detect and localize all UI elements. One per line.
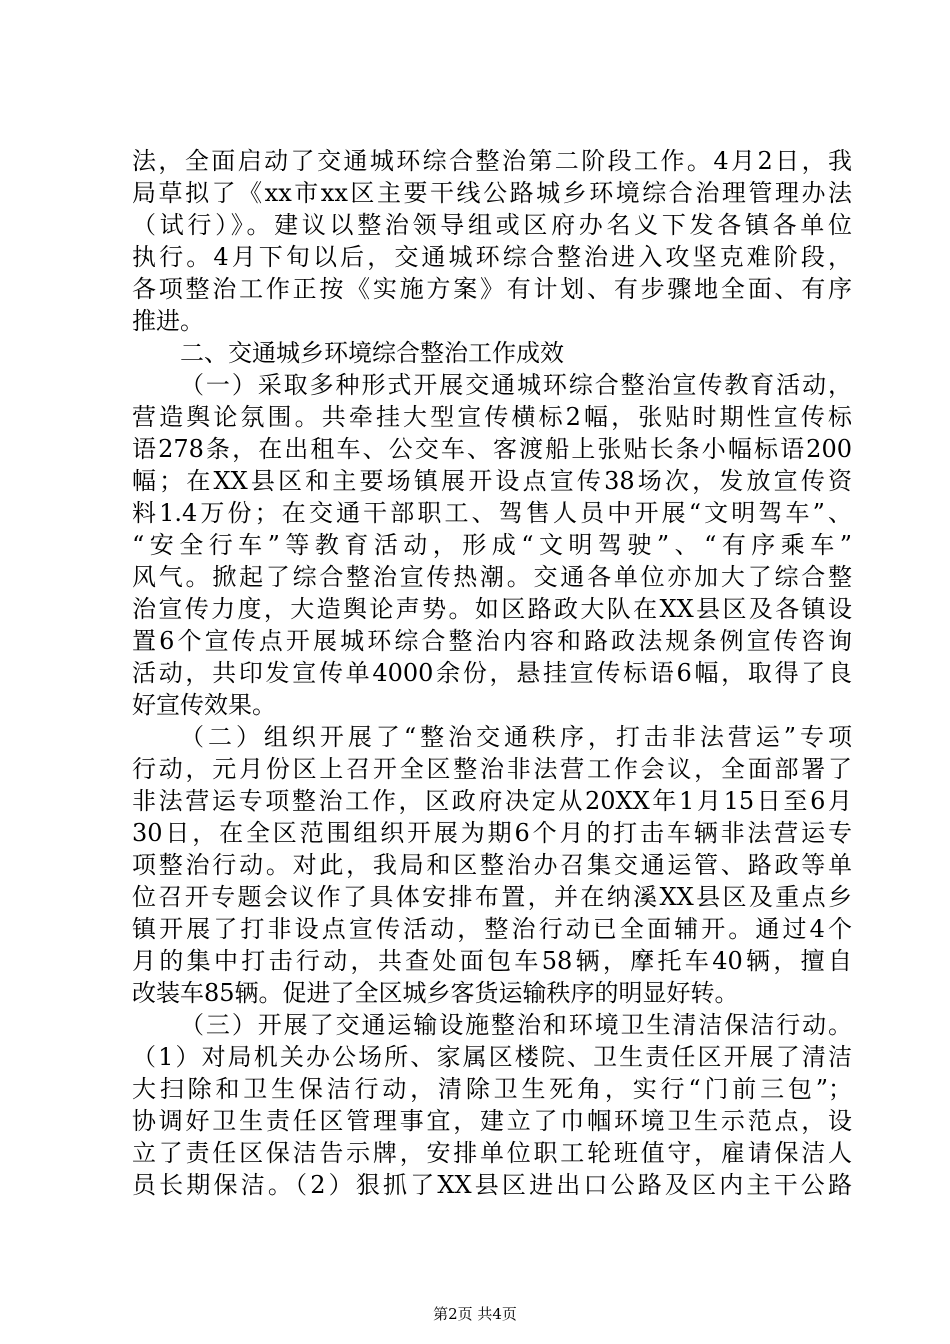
text-line: 局草拟了《xx市xx区主要干线公路城乡环境综合治理管理办法 <box>132 179 852 207</box>
text-line: （三）开展了交通运输设施整治和环境卫生清洁保洁行动。 <box>180 1011 852 1039</box>
page-footer <box>0 1303 950 1324</box>
page-number-label: 第2页 共4页 <box>433 1305 517 1323</box>
text-line: 活动，共印发宣传单4000余份，悬挂宣传标语6幅，取得了良 <box>132 659 852 687</box>
text-line: 治宣传力度，大造舆论声势。如区路政大队在XX县区及各镇设 <box>132 595 852 623</box>
text-line: 二、交通城乡环境综合整治工作成效 <box>180 339 564 367</box>
text-line: 30日，在全区范围组织开展为期6个月的打击车辆非法营运专 <box>132 819 852 847</box>
text-line: 各项整治工作正按《实施方案》有计划、有步骤地全面、有序 <box>132 275 852 303</box>
text-line: 项整治行动。对此，我局和区整治办召集交通运管、路政等单 <box>132 851 852 879</box>
text-line: 语278条，在出租车、公交车、客渡船上张贴长条小幅标语200 <box>132 435 852 463</box>
text-line: 法，全面启动了交通城环综合整治第二阶段工作。4月2日，我 <box>132 147 852 175</box>
text-line: “安全行车”等教育活动，形成“文明驾驶”、“有序乘车” <box>132 531 852 559</box>
text-line: 非法营运专项整治工作，区政府决定从20XX年1月15日至6月 <box>132 787 852 815</box>
text-line: 置6个宣传点开展城环综合整治内容和路政法规条例宣传咨询 <box>132 627 852 655</box>
text-line: 立了责任区保洁告示牌，安排单位职工轮班值守，雇请保洁人 <box>132 1139 852 1167</box>
text-line: 幅；在XX县区和主要场镇展开设点宣传38场次，发放宣传资 <box>132 467 852 495</box>
text-line: 大扫除和卫生保洁行动，清除卫生死角，实行“门前三包”； <box>132 1075 852 1103</box>
text-line: 执行。4月下旬以后，交通城环综合整治进入攻坚克难阶段， <box>132 243 852 271</box>
text-line: 改装车85辆。促进了全区城乡客货运输秩序的明显好转。 <box>132 979 739 1007</box>
text-line: （二）组织开展了“整治交通秩序，打击非法营运”专项 <box>180 723 852 751</box>
document-body <box>132 145 852 1201</box>
text-line: 协调好卫生责任区管理事宜，建立了巾帼环境卫生示范点，设 <box>132 1107 852 1135</box>
text-line: 月的集中打击行动，共查处面包车58辆，摩托车40辆，擅自 <box>132 947 852 975</box>
text-line: 营造舆论氛围。共牵挂大型宣传横标2幅，张贴时期性宣传标 <box>132 403 852 431</box>
text-line: 行动，元月份区上召开全区整治非法营工作会议，全面部署了 <box>132 755 852 783</box>
text-line: 料1.4万份；在交通干部职工、驾售人员中开展“文明驾车”、 <box>132 499 852 527</box>
text-line: 员长期保洁。（2）狠抓了XX县区进出口公路及区内主干公路 <box>132 1171 852 1199</box>
text-line: （1）对局机关办公场所、家属区楼院、卫生责任区开展了清洁 <box>132 1043 852 1071</box>
text-line: （试行）》。建议以整治领导组或区府办名义下发各镇各单位 <box>132 211 852 239</box>
text-line: 好宣传效果。 <box>132 691 276 719</box>
text-line: 风气。掀起了综合整治宣传热潮。交通各单位亦加大了综合整 <box>132 563 852 591</box>
text-line: 位召开专题会议作了具体安排布置，并在纳溪XX县区及重点乡 <box>132 883 852 911</box>
text-line: 镇开展了打非设点宣传活动，整治行动已全面辅开。通过4个 <box>132 915 852 943</box>
text-line: 推进。 <box>132 307 204 335</box>
text-line: （一）采取多种形式开展交通城环综合整治宣传教育活动， <box>180 371 852 399</box>
